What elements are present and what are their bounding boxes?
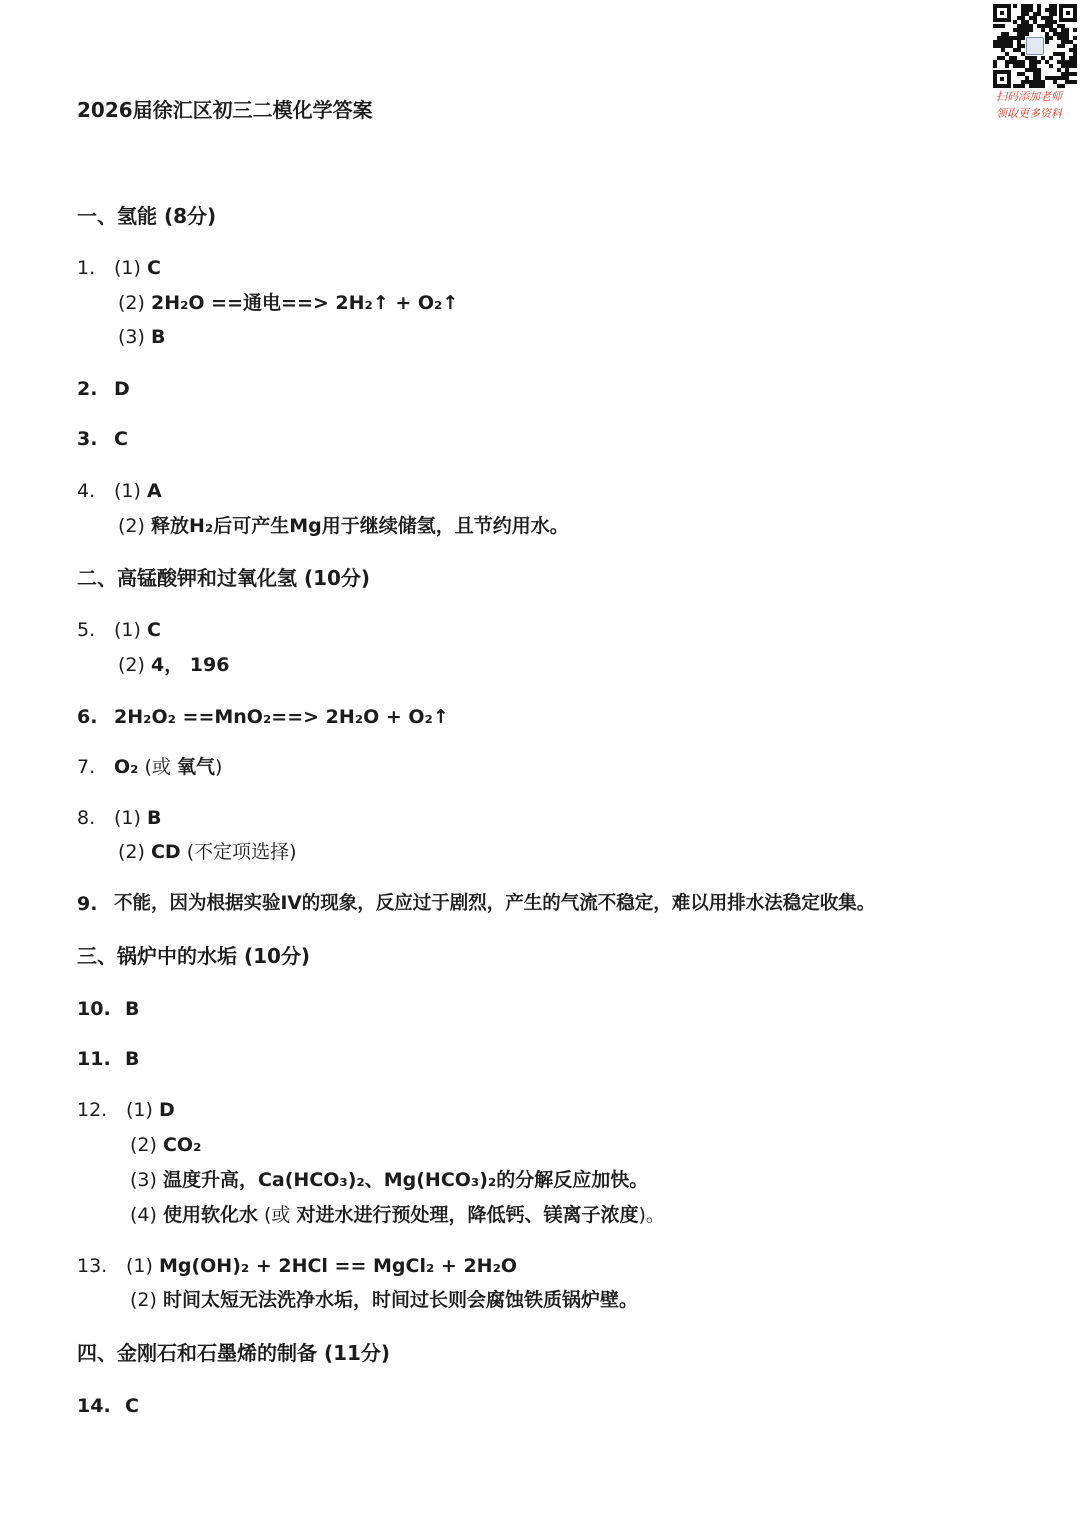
question-2-answer: D	[114, 378, 130, 400]
answer: C	[146, 257, 161, 279]
part-label: (2)	[118, 841, 145, 863]
question-11-number: 11.	[77, 1048, 111, 1070]
qr-code[interactable]	[993, 4, 1077, 88]
part-label: (1)	[114, 480, 141, 502]
answer: O₂	[114, 756, 139, 778]
answer: CO₂	[162, 1134, 202, 1156]
question-1-part-3	[118, 328, 165, 347]
page-title: 2026届徐汇区初三二模化学答案	[77, 98, 373, 122]
question-1-part-1	[114, 259, 161, 278]
part-label: (1)	[126, 1099, 153, 1121]
qr-module	[1037, 60, 1041, 64]
question-9-answer: 不能，因为根据实验IV的现象，反应过于剧烈，产生的气流不稳定，难以用排水法稳定收集。	[114, 893, 876, 914]
question-7-answer	[114, 758, 222, 777]
question-13-number: 13.	[77, 1255, 108, 1277]
answer: C	[146, 619, 161, 641]
qr-module	[1073, 28, 1077, 32]
qr-module	[1053, 12, 1057, 16]
equation: 2H₂O ==通电==> 2H₂↑ + O₂↑	[150, 292, 459, 314]
answer: A	[146, 480, 162, 502]
qr-module	[1005, 64, 1009, 68]
qr-module	[1061, 84, 1065, 88]
qr-module	[1049, 56, 1053, 60]
question-10-answer: B	[125, 998, 140, 1020]
answer: B	[146, 807, 162, 829]
question-1-number: 1.	[77, 257, 96, 279]
question-8-number: 8.	[77, 807, 96, 829]
part-label: (1)	[114, 807, 141, 829]
part-label: (2)	[130, 1134, 157, 1156]
question-14-answer: C	[125, 1395, 139, 1417]
qr-module	[1049, 64, 1053, 68]
qr-module	[1061, 44, 1065, 48]
part-label: (2)	[130, 1289, 157, 1311]
qr-module	[1029, 28, 1033, 32]
question-5-part-2	[118, 656, 229, 675]
part-label: (1)	[114, 619, 141, 641]
qr-module	[1073, 64, 1077, 68]
note: )。	[638, 1204, 665, 1226]
note: (或	[144, 756, 177, 778]
answer: D	[158, 1099, 175, 1121]
note: (不定项选择)	[186, 841, 297, 863]
answer: 温度升高，Ca(HCO₃)₂、Mg(HCO₃)₂的分解反应加快。	[162, 1169, 649, 1191]
question-12-number: 12.	[77, 1099, 108, 1121]
qr-module	[1073, 72, 1077, 76]
section-heading-3: 三、锅炉中的水垢 (10分)	[77, 944, 311, 968]
answer: CD	[150, 841, 181, 863]
qr-caption-line1: 扫码添加老师	[996, 90, 1062, 103]
question-14-number: 14.	[77, 1395, 111, 1417]
section-heading-4: 四、金刚石和石墨烯的制备 (11分)	[77, 1341, 391, 1365]
qr-module	[1021, 36, 1025, 40]
qr-module	[1049, 36, 1053, 40]
part-label: (3)	[118, 326, 145, 348]
qr-finder-top-left	[993, 4, 1011, 22]
question-12-part-4	[130, 1206, 665, 1225]
qr-module	[1021, 44, 1025, 48]
part-label: (1)	[114, 257, 141, 279]
question-6-equation: 2H₂O₂ ==MnO₂==> 2H₂O + O₂↑	[114, 706, 449, 728]
answer-alt: 对进水进行预处理，降低钙、镁离子浓度	[296, 1204, 639, 1226]
question-2-number: 2.	[77, 378, 98, 400]
qr-avatar-icon	[1026, 37, 1044, 55]
question-12-part-2	[130, 1136, 201, 1155]
qr-caption-line2: 领取更多资料	[996, 107, 1062, 120]
question-12-part-3	[130, 1171, 648, 1190]
qr-module	[1013, 4, 1017, 8]
qr-finder-top-right	[1059, 4, 1077, 22]
qr-module	[1045, 40, 1049, 44]
answer-alt: 氧气	[176, 756, 215, 778]
answer: 4， 196	[150, 654, 230, 676]
question-7-number: 7.	[77, 756, 96, 778]
qr-module	[993, 64, 997, 68]
question-4-part-1	[114, 482, 162, 501]
qr-module	[1025, 32, 1029, 36]
question-8-part-1	[114, 809, 161, 828]
section-heading-2: 二、高锰酸钾和过氧化氢 (10分)	[77, 566, 371, 590]
question-11-answer: B	[125, 1048, 140, 1070]
qr-module	[1073, 36, 1077, 40]
qr-finder-bottom-left	[993, 70, 1011, 88]
question-9-number: 9.	[77, 893, 98, 915]
answer: B	[150, 326, 166, 348]
part-label: (2)	[118, 654, 145, 676]
question-3-answer: C	[114, 428, 128, 450]
question-3-number: 3.	[77, 428, 98, 450]
part-label: (1)	[126, 1255, 153, 1277]
answer: 释放H₂后可产生Mg用于继续储氢，且节约用水。	[150, 515, 569, 537]
question-6-number: 6.	[77, 706, 98, 728]
question-4-part-2	[118, 517, 569, 536]
answer: 时间太短无法洗净水垢，时间过长则会腐蚀铁质锅炉壁。	[162, 1289, 638, 1311]
part-label: (4)	[130, 1204, 157, 1226]
qr-module	[1021, 84, 1025, 88]
section-heading-1: 一、氢能 (8分)	[77, 204, 217, 228]
part-label: (3)	[130, 1169, 157, 1191]
question-1-part-2	[118, 294, 458, 313]
equation: Mg(OH)₂ + 2HCl == MgCl₂ + 2H₂O	[158, 1255, 518, 1277]
question-8-part-2	[118, 843, 297, 862]
qr-module	[1001, 24, 1005, 28]
question-5-number: 5.	[77, 619, 96, 641]
question-12-part-1	[126, 1101, 175, 1120]
part-label: (2)	[118, 515, 145, 537]
part-label: (2)	[118, 292, 145, 314]
question-13-part-1	[126, 1257, 517, 1276]
question-5-part-1	[114, 621, 161, 640]
question-4-number: 4.	[77, 480, 96, 502]
note: (或	[257, 1204, 297, 1226]
answer: 使用软化水	[162, 1204, 258, 1226]
question-13-part-2	[130, 1291, 638, 1310]
note: )	[215, 756, 223, 778]
qr-module	[1041, 84, 1045, 88]
qr-module	[1073, 80, 1077, 84]
question-10-number: 10.	[77, 998, 111, 1020]
